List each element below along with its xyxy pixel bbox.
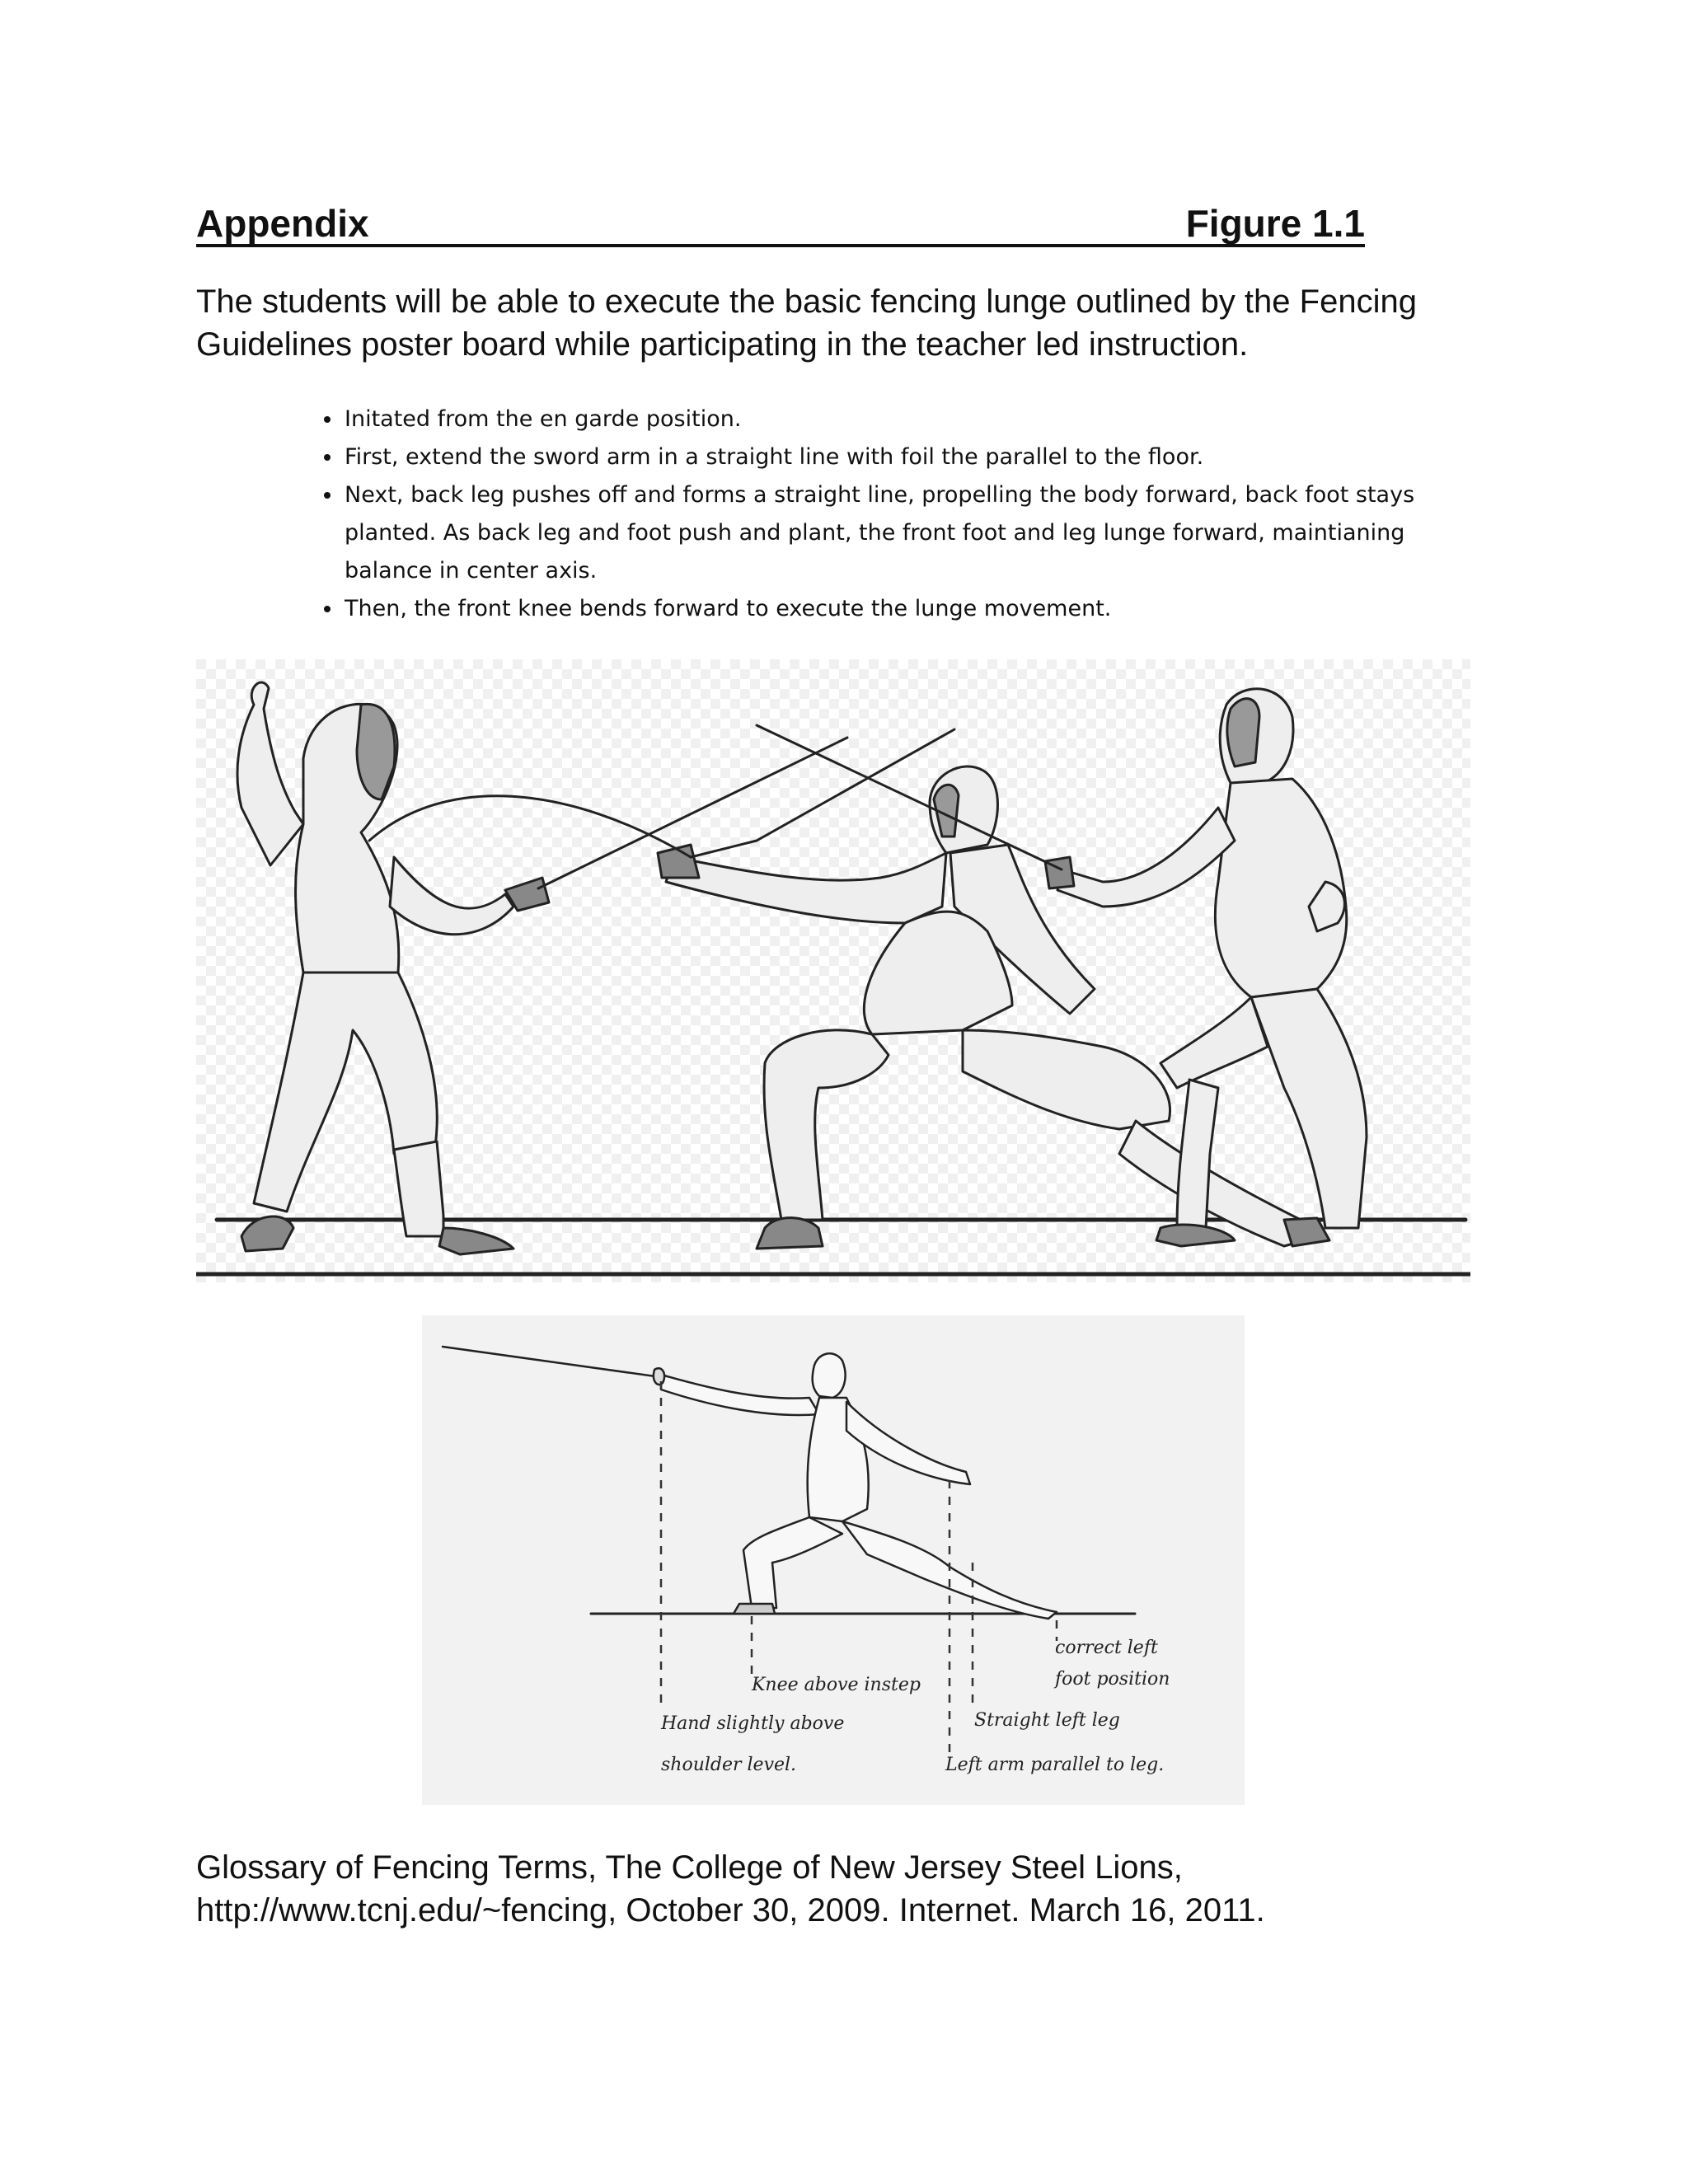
hand-label-line2: shoulder level. (661, 1755, 797, 1775)
foot-label-line2: foot position (1055, 1669, 1170, 1690)
knee-label: Knee above instep (752, 1675, 921, 1695)
objective-statement: The students will be able to execute the basic fencing lunge outlined by the Fencing Guidelines poster board while participating in the teacher led instruction. (196, 284, 1417, 363)
lunge-step: • Next, back leg pushes off and forms a straight line, propelling the body forward, back foot stays planted. As back leg and foot push and plant, the front foot and leg lunge forward, maintianing balance in center axis. (343, 476, 1480, 590)
lunge-steps-list (297, 401, 1480, 628)
hand-label-line1: Hand slightly above (661, 1713, 845, 1734)
lunge-step: • Initated from the en garde position. (343, 401, 1480, 438)
citation-line-2: http://www.tcnj.edu/~fencing, October 30, 2009. Internet. March 16, 2011. (196, 1892, 1265, 1929)
foot-label-line1: correct left (1055, 1638, 1158, 1658)
lunge-diagram (422, 1315, 1245, 1805)
straight-leg-label: Straight left leg (974, 1710, 1120, 1731)
lunge-step: • First, extend the sword arm in a straight line with foil the parallel to the floor. (343, 438, 1480, 476)
fencers-illustration (196, 659, 1470, 1282)
citation (196, 1846, 1482, 1932)
appendix-header (196, 196, 1365, 247)
figure-number: Figure 1.1 (1185, 202, 1365, 245)
citation-line-1: Glossary of Fencing Terms, The College of New Jersey Steel Lions, (196, 1849, 1183, 1886)
left-arm-label: Left arm parallel to leg. (945, 1755, 1165, 1775)
lunge-step: • Then, the front knee bends forward to execute the lunge movement. (343, 590, 1480, 628)
appendix-title: Appendix (196, 202, 369, 245)
